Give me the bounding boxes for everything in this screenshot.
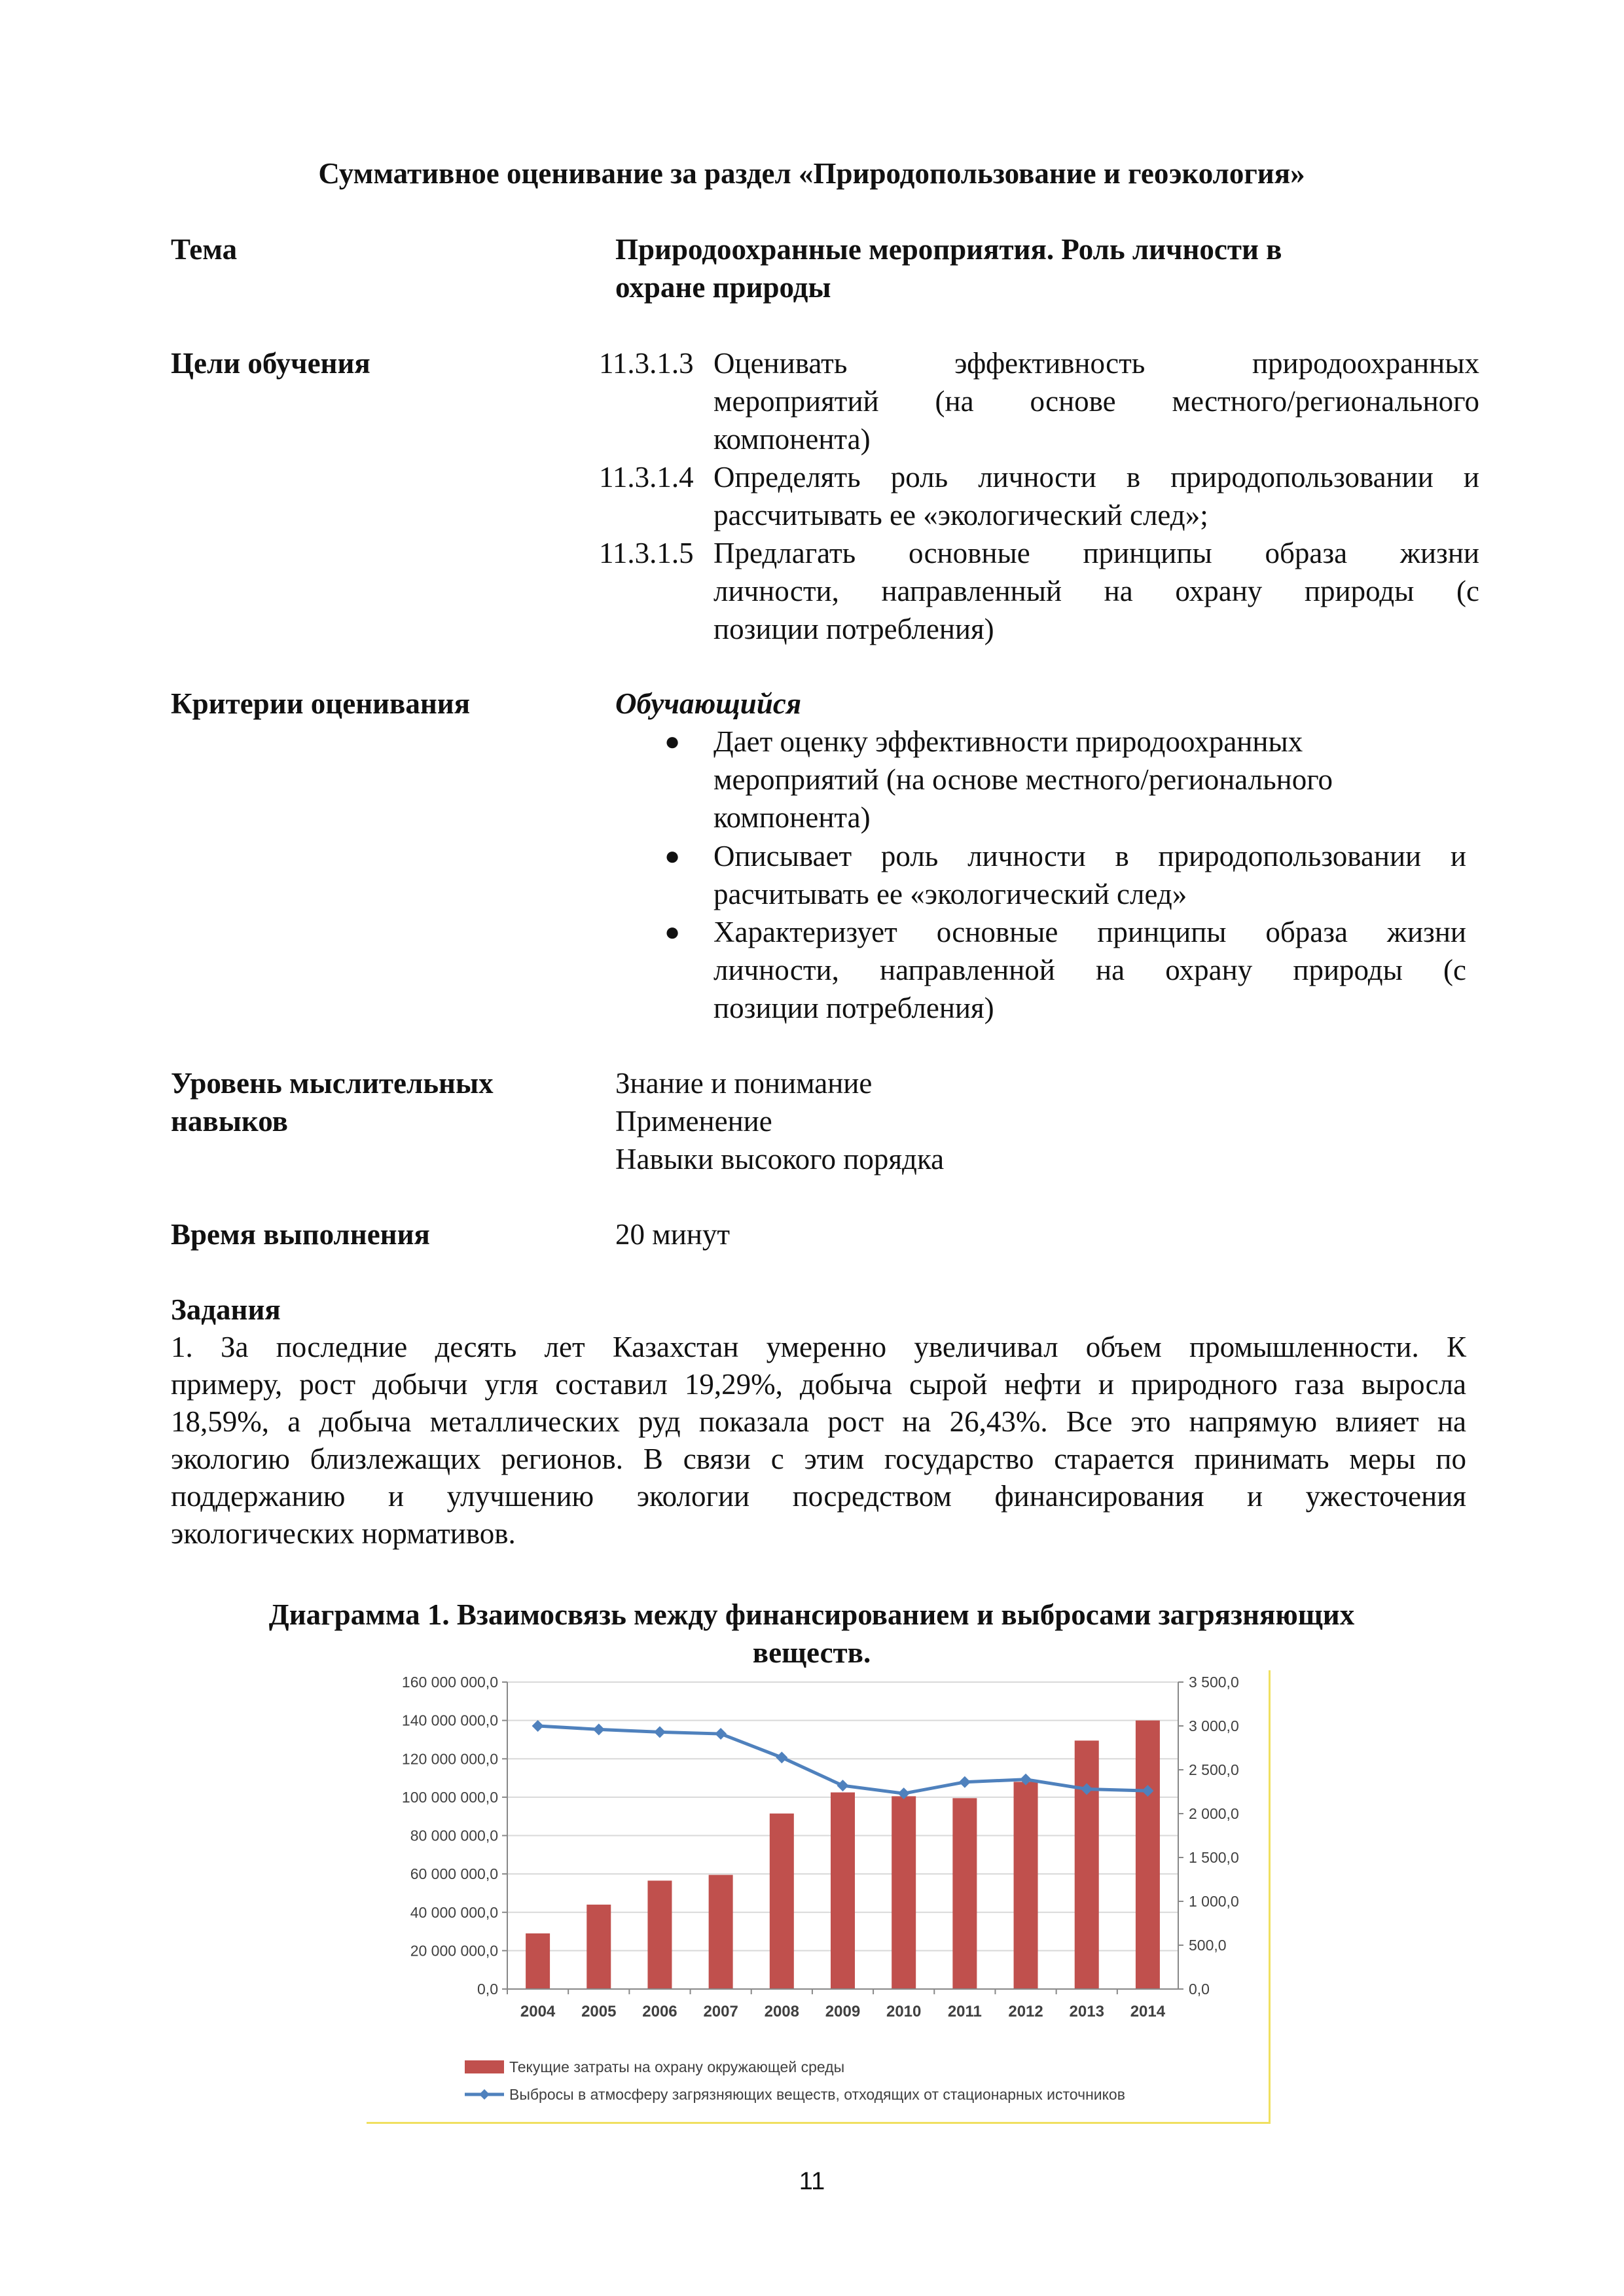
x-tick-label: 2011: [947, 2003, 982, 2020]
bar: [709, 1875, 733, 1989]
skills-label-line: Уровень мыслительных: [171, 1067, 494, 1100]
x-tick-label: 2004: [520, 2003, 556, 2020]
bar: [647, 1880, 672, 1989]
bar: [526, 1933, 550, 1989]
skills-label-line: навыков: [171, 1105, 288, 1138]
skill-value: Применение: [615, 1105, 772, 1138]
left-tick-label: 40 000 000,0: [410, 1903, 498, 1921]
right-tick-label: 1 000,0: [1189, 1893, 1239, 1910]
x-tick-label: 2014: [1130, 2003, 1166, 2020]
x-tick-label: 2007: [703, 2003, 738, 2020]
task-line: 18,59%, а добыча металлических руд показала рост на 26,43%. Все это напрямую влияет на: [171, 1405, 1466, 1438]
tasks-heading: Задания: [171, 1293, 281, 1326]
line-point: [532, 1720, 544, 1732]
skills-values: [615, 1064, 944, 1178]
goal-line: компонента): [713, 423, 871, 456]
right-tick-label: 3 000,0: [1189, 1717, 1239, 1734]
line-point: [654, 1726, 666, 1738]
x-tick-label: 2005: [581, 2003, 617, 2020]
left-tick-label: 100 000 000,0: [401, 1788, 498, 1806]
left-tick-label: 0,0: [477, 1981, 498, 1998]
task-line: 1. За последние десять лет Казахстан умеренно увеличивал объем промышленности. К: [171, 1331, 1466, 1363]
combo-chart: [367, 1670, 1269, 2122]
bar: [770, 1814, 794, 1989]
bar: [1075, 1740, 1099, 1989]
diagram-title-line: Диаграмма 1. Взаимосвязь между финансированием и выбросами загрязняющих: [268, 1598, 1355, 1631]
goal-line: позиции потребления): [713, 613, 994, 645]
diagram-title: [196, 1596, 1427, 1672]
goals-label: Цели обучения: [171, 347, 370, 380]
topic-line: Природоохранные мероприятия. Роль личности в: [615, 233, 1282, 266]
topic-line: охране природы: [615, 271, 831, 304]
bar: [586, 1905, 611, 1989]
goal-line: мероприятий (на основе местного/регионального: [713, 385, 1479, 418]
line-point: [593, 1723, 605, 1735]
topic-value: [615, 230, 1282, 306]
line-point: [715, 1728, 727, 1740]
goal-code: 11.3.1.3: [599, 347, 694, 380]
page-number: 11: [799, 2168, 825, 2195]
bullet-line: личности, направленной на охрану природы (с: [713, 954, 1466, 986]
bullet-dot-icon: ●: [664, 726, 681, 756]
right-tick-label: 500,0: [1189, 1937, 1227, 1954]
task-line: экологию близлежащих регионов. В связи с этим государство старается принимать меры по: [171, 1443, 1466, 1475]
criteria-bullet: [664, 723, 1466, 836]
legend-bar-swatch: [465, 2060, 504, 2073]
goal-line: Оценивать эффективность природоохранных: [713, 347, 1479, 380]
x-tick-label: 2013: [1069, 2003, 1104, 2020]
x-tick-label: 2006: [642, 2003, 677, 2020]
bar: [831, 1793, 855, 1989]
skills-label: [171, 1064, 494, 1140]
goal-code: 11.3.1.5: [599, 537, 694, 569]
right-tick-label: 2 000,0: [1189, 1805, 1239, 1822]
criteria-bullet: [664, 913, 1466, 1027]
legend-bar-label: Текущие затраты на охрану окружающей среды: [509, 2058, 845, 2075]
right-tick-label: 2 500,0: [1189, 1761, 1239, 1778]
goal-line: Предлагать основные принципы образа жизни: [713, 537, 1479, 569]
x-tick-label: 2008: [764, 2003, 800, 2020]
left-tick-label: 120 000 000,0: [401, 1750, 498, 1768]
task-line: поддержанию и улучшению экологии посредством финансирования и ужесточения: [171, 1480, 1466, 1513]
bullet-line: мероприятий (на основе местного/регионального: [713, 763, 1333, 796]
criteria-bullet: [664, 837, 1466, 913]
x-tick-label: 2012: [1008, 2003, 1043, 2020]
time-label: Время выполнения: [171, 1218, 430, 1251]
task-paragraph: [171, 1329, 1466, 1552]
document-title: Суммативное оценивание за раздел «Природопользование и геоэкология»: [318, 157, 1305, 190]
line-point: [837, 1780, 849, 1791]
bar: [892, 1796, 916, 1989]
diagram-title-line: веществ.: [752, 1636, 871, 1669]
left-tick-label: 140 000 000,0: [401, 1712, 498, 1729]
left-tick-label: 80 000 000,0: [410, 1827, 498, 1844]
skill-value: Знание и понимание: [615, 1067, 873, 1100]
bar: [1136, 1721, 1160, 1989]
line-point: [776, 1751, 787, 1763]
goal-code: 11.3.1.4: [599, 461, 694, 493]
left-tick-label: 160 000 000,0: [401, 1674, 498, 1691]
topic-label: Тема: [171, 233, 238, 266]
x-tick-label: 2010: [886, 2003, 922, 2020]
criteria-label: Критерии оценивания: [171, 687, 471, 720]
bullet-line: Описывает роль личности в природопользовании и: [713, 840, 1466, 872]
line-point: [959, 1776, 971, 1788]
left-tick-label: 60 000 000,0: [410, 1865, 498, 1883]
legend-line-marker: [479, 2089, 490, 2100]
bullet-line: Дает оценку эффективности природоохранных: [713, 725, 1303, 758]
bullet-line: позиции потребления): [713, 992, 994, 1024]
bullet-dot-icon: ●: [664, 841, 681, 870]
bar: [952, 1798, 977, 1989]
goal-line: личности, направленный на охрану природы (с: [713, 575, 1479, 607]
right-tick-label: 0,0: [1189, 1981, 1210, 1998]
goal-line: Определять роль личности в природопользовании и: [713, 461, 1479, 493]
goal-text: [713, 458, 1479, 534]
goal-text: [713, 534, 1479, 648]
skill-value: Навыки высокого порядка: [615, 1143, 945, 1175]
bullet-line: расчитывать ее «экологический след»: [713, 878, 1187, 910]
left-tick-label: 20 000 000,0: [410, 1942, 498, 1960]
x-tick-label: 2009: [825, 2003, 861, 2020]
bullet-line: Характеризует основные принципы образа жизни: [713, 916, 1466, 948]
bar: [1014, 1782, 1038, 1989]
right-tick-label: 3 500,0: [1189, 1674, 1239, 1691]
task-line: экологических нормативов.: [171, 1517, 516, 1550]
time-value: 20 минут: [615, 1218, 731, 1251]
task-line: примеру, рост добычи угля составил 19,29%, добыча сырой нефти и природного газа выросла: [171, 1368, 1466, 1401]
goal-line: рассчитывать ее «экологический след»;: [713, 499, 1208, 531]
bullet-line: компонента): [713, 801, 871, 834]
criteria-heading: Обучающийся: [615, 687, 801, 720]
chart-frame: [367, 1670, 1271, 2124]
bullet-dot-icon: ●: [664, 917, 681, 946]
legend-line-label: Выбросы в атмосферу загрязняющих веществ, отходящих от стационарных источников: [509, 2086, 1125, 2103]
right-tick-label: 1 500,0: [1189, 1849, 1239, 1866]
goal-text: [713, 344, 1479, 458]
